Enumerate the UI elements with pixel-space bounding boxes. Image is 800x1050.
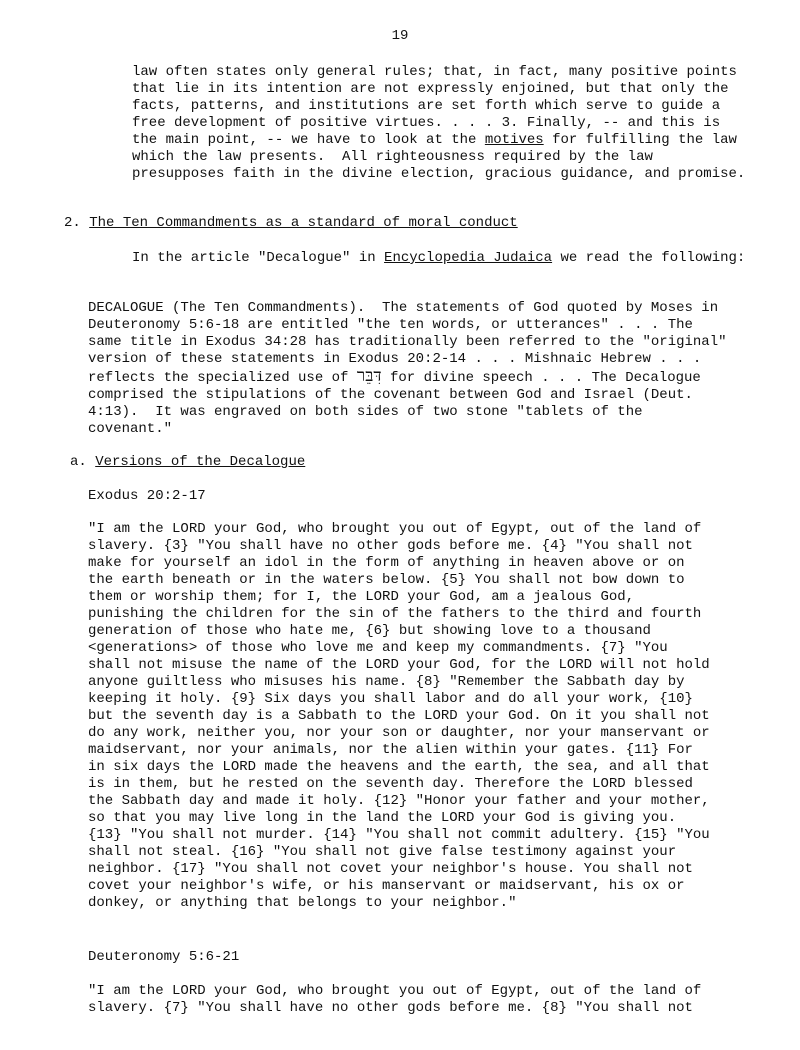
encyclopedia-title: Encyclopedia Judaica	[384, 250, 553, 266]
intro-paragraph	[132, 64, 752, 183]
motives-emphasis: motives	[484, 132, 544, 148]
deuteronomy-text: "I am the LORD your God, who brought you out of Egypt, out of the land of slavery. {7} "You shall have no other gods before me. {8} "You shall not	[88, 983, 710, 1016]
subsection-a-title: Versions of the Decalogue	[95, 454, 306, 470]
hebrew-word: דִּבֵּר	[356, 366, 382, 386]
deuteronomy-reference: Deuteronomy 5:6-21	[88, 949, 240, 965]
article-intro-before: In the article "Decalogue" in	[132, 250, 385, 266]
intro-text-2: for fulfilling the law which the law presents. All righteousness required by the law presupposes faith in the divine election, gracious guidance, and promise.	[132, 132, 746, 182]
article-intro-paragraph	[132, 250, 752, 267]
exodus-text: "I am the LORD your God, who brought you out of Egypt, out of the land of slavery. {3} "You shall have no other gods before me. {4} "You shall not make for yourself an idol in the form of anything in heaven above or on the earth beneath or in the waters below. {5} You shall not bow down to them or worship them; for I, the LORD your God, am a jealous God, punishing the children for the sin of the fathers to the third and fourth generation of those who hate me, {6} but showing love to a thousand <generations> of those who love me and keep my commandments. {7} "You shall not misuse the name of the LORD your God, for the LORD will not hold anyone guiltless who misuses his name. {8} "Remember the Sabbath day by keeping it holy. {9} Six days you shall labor and do all your work, {10} but the seventh day is a Sabbath to the LORD your God. On it you shall not do any work, neither you, nor your son or daughter, nor your manservant or maidservant, nor your animals, nor the alien within your gates. {11} For in six days the LORD made the heavens and the earth, the sea, and all that is in them, but he rested on the seventh day. Therefore the LORD blessed the Sabbath day and made it holy. {12} "Honor your father and your mother, so that you may live long in the land the LORD your God is giving you. {13} "You shall not murder. {14} "You shall not commit adultery. {15} "You shall not steal. {16} "You shall not give false testimony against your neighbor. {17} "You shall not covet your neighbor's house. You shall not covet your neighbor's wife, or his manservant or maidservant, his ox or donkey, or anything that belongs to your neighbor."	[88, 521, 719, 911]
quote-text-2: for divine speech . . . The Decalogue comprised the stipulations of the covenant between God and Israel (Deut. 4:13). It was engraved on both sides of two stone "tablets of the covenant."	[88, 370, 710, 437]
exodus-reference: Exodus 20:2-17	[88, 488, 206, 504]
subsection-a-number: a.	[70, 454, 87, 470]
section-2-number: 2.	[64, 215, 81, 231]
section-2-heading	[64, 215, 764, 232]
article-intro-after: we read the following:	[552, 250, 746, 266]
decalogue-quote	[88, 300, 735, 438]
quote-text-1: DECALOGUE (The Ten Commandments). The statements of God quoted by Moses in Deuteronomy 5:6-18 are entitled "the ten words, or utterances" . . . The same title in Exodus 34:28 has traditionally been referred to the "original" version of these statements in Exodus 20:2-14 . . . Mishnaic Hebrew . . . reflects the specialized use of	[88, 300, 735, 386]
section-2-title: The Ten Commandments as a standard of moral conduct	[89, 215, 518, 231]
page-number: 19	[391, 28, 409, 44]
subsection-a-heading	[70, 454, 670, 471]
intro-text-1: law often states only general rules; that, in fact, many positive points that lie in its intention are not expressly enjoined, but that only the facts, patterns, and institutions are set forth which serve to guide a free development of positive virtues. . . . 3. Finally, -- and this is the main point, -- we have to look at the	[132, 64, 746, 148]
